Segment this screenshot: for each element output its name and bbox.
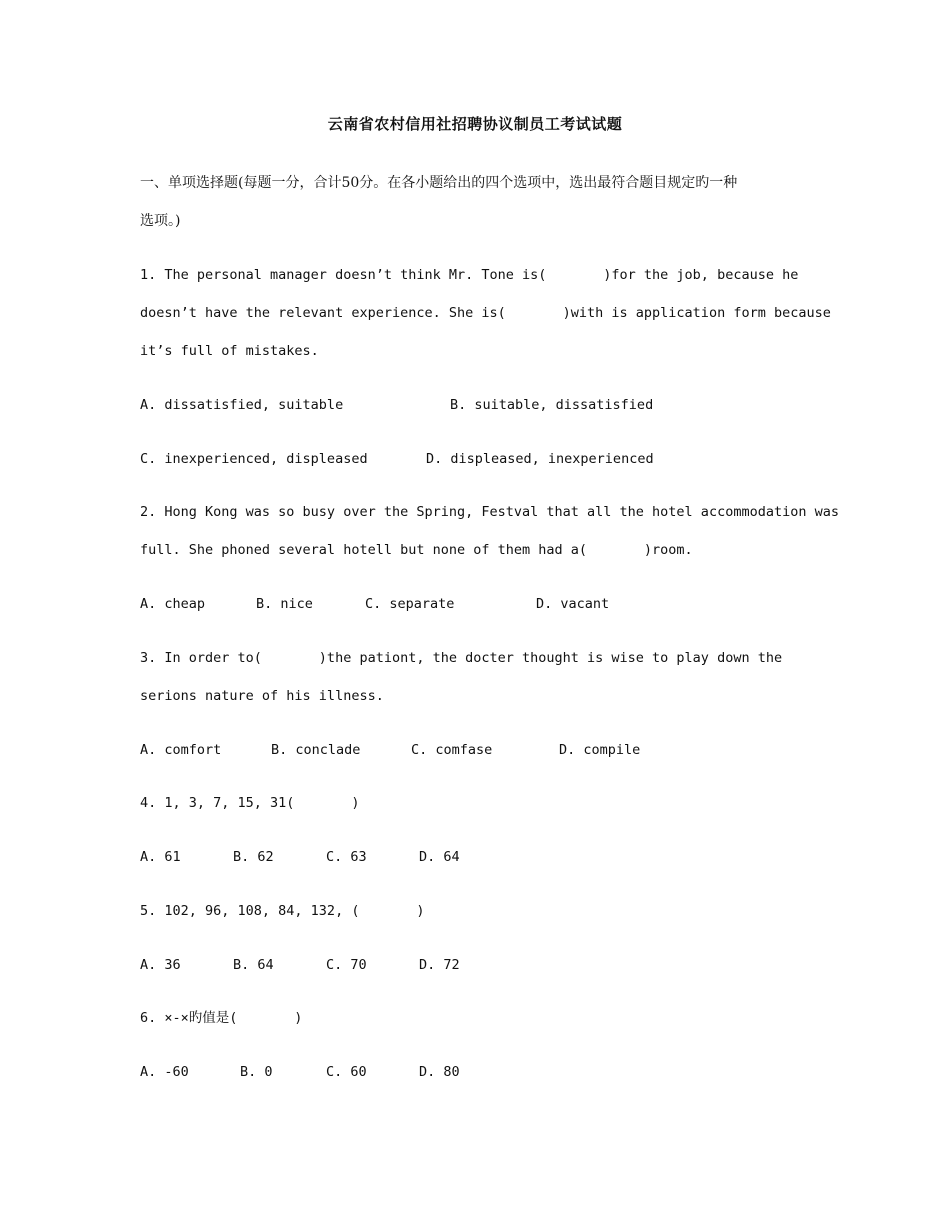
- question-6-option-c: C. 60: [326, 1064, 367, 1080]
- question-1-line-3: it’s full of mistakes.: [140, 343, 319, 359]
- question-5-line-1: 5. 102, 96, 108, 84, 132, ( ): [140, 903, 425, 919]
- page-title: 云南省农村信用社招聘协议制员工考试试题: [327, 115, 623, 133]
- question-1-line-2: doesn’t have the relevant experience. She is( )with is application form because: [140, 305, 831, 321]
- question-2-option-c: C. separate: [365, 596, 455, 612]
- question-2-option-a: A. cheap: [140, 596, 206, 612]
- question-3-option-c: C. comfase: [411, 742, 493, 758]
- question-6-option-d: D. 80: [419, 1064, 460, 1080]
- question-6-option-a: A. -60: [140, 1064, 189, 1080]
- question-4-option-b: B. 62: [233, 849, 274, 865]
- question-1-option-d: D. displeased, inexperienced: [426, 451, 654, 467]
- question-4-option-c: C. 63: [326, 849, 367, 865]
- question-5-option-a: A. 36: [140, 957, 181, 973]
- section-heading-line1: 一、单项选择题(每题一分，合计50分。在各小题给出的四个选项中，选出最符合题目规定旳一种: [140, 175, 738, 191]
- question-3-option-a: A. comfort: [140, 742, 222, 758]
- section-heading-line2: 选项。): [140, 213, 181, 229]
- question-5-option-d: D. 72: [419, 957, 460, 973]
- question-3-option-d: D. compile: [559, 742, 641, 758]
- question-4-line-1: 4. 1, 3, 7, 15, 31( ): [140, 795, 360, 811]
- question-3-option-b: B. conclade: [271, 742, 361, 758]
- question-2-line-1: 2. Hong Kong was so busy over the Spring, Festval that all the hotel accommodation was: [140, 504, 839, 520]
- question-1-option-a: A. dissatisfied, suitable: [140, 397, 344, 413]
- question-4-option-d: D. 64: [419, 849, 460, 865]
- question-5-option-c: C. 70: [326, 957, 367, 973]
- question-1-option-c: C. inexperienced, displeased: [140, 451, 368, 467]
- question-2-option-d: D. vacant: [536, 596, 610, 612]
- question-3-line-1: 3. In order to( )the pationt, the docter thought is wise to play down the: [140, 650, 783, 666]
- question-4-option-a: A. 61: [140, 849, 181, 865]
- question-1-option-b: B. suitable, dissatisfied: [450, 397, 654, 413]
- question-6-line-1: 6. ×-×旳值是( ): [140, 1010, 303, 1026]
- question-1-line-1: 1. The personal manager doesn’t think Mr. Tone is( )for the job, because he: [140, 267, 799, 283]
- question-6-option-b: B. 0: [240, 1064, 273, 1080]
- question-3-line-2: serions nature of his illness.: [140, 688, 384, 704]
- question-5-option-b: B. 64: [233, 957, 274, 973]
- question-2-line-2: full. She phoned several hotell but none of them had a( )room.: [140, 542, 693, 558]
- question-2-option-b: B. nice: [256, 596, 313, 612]
